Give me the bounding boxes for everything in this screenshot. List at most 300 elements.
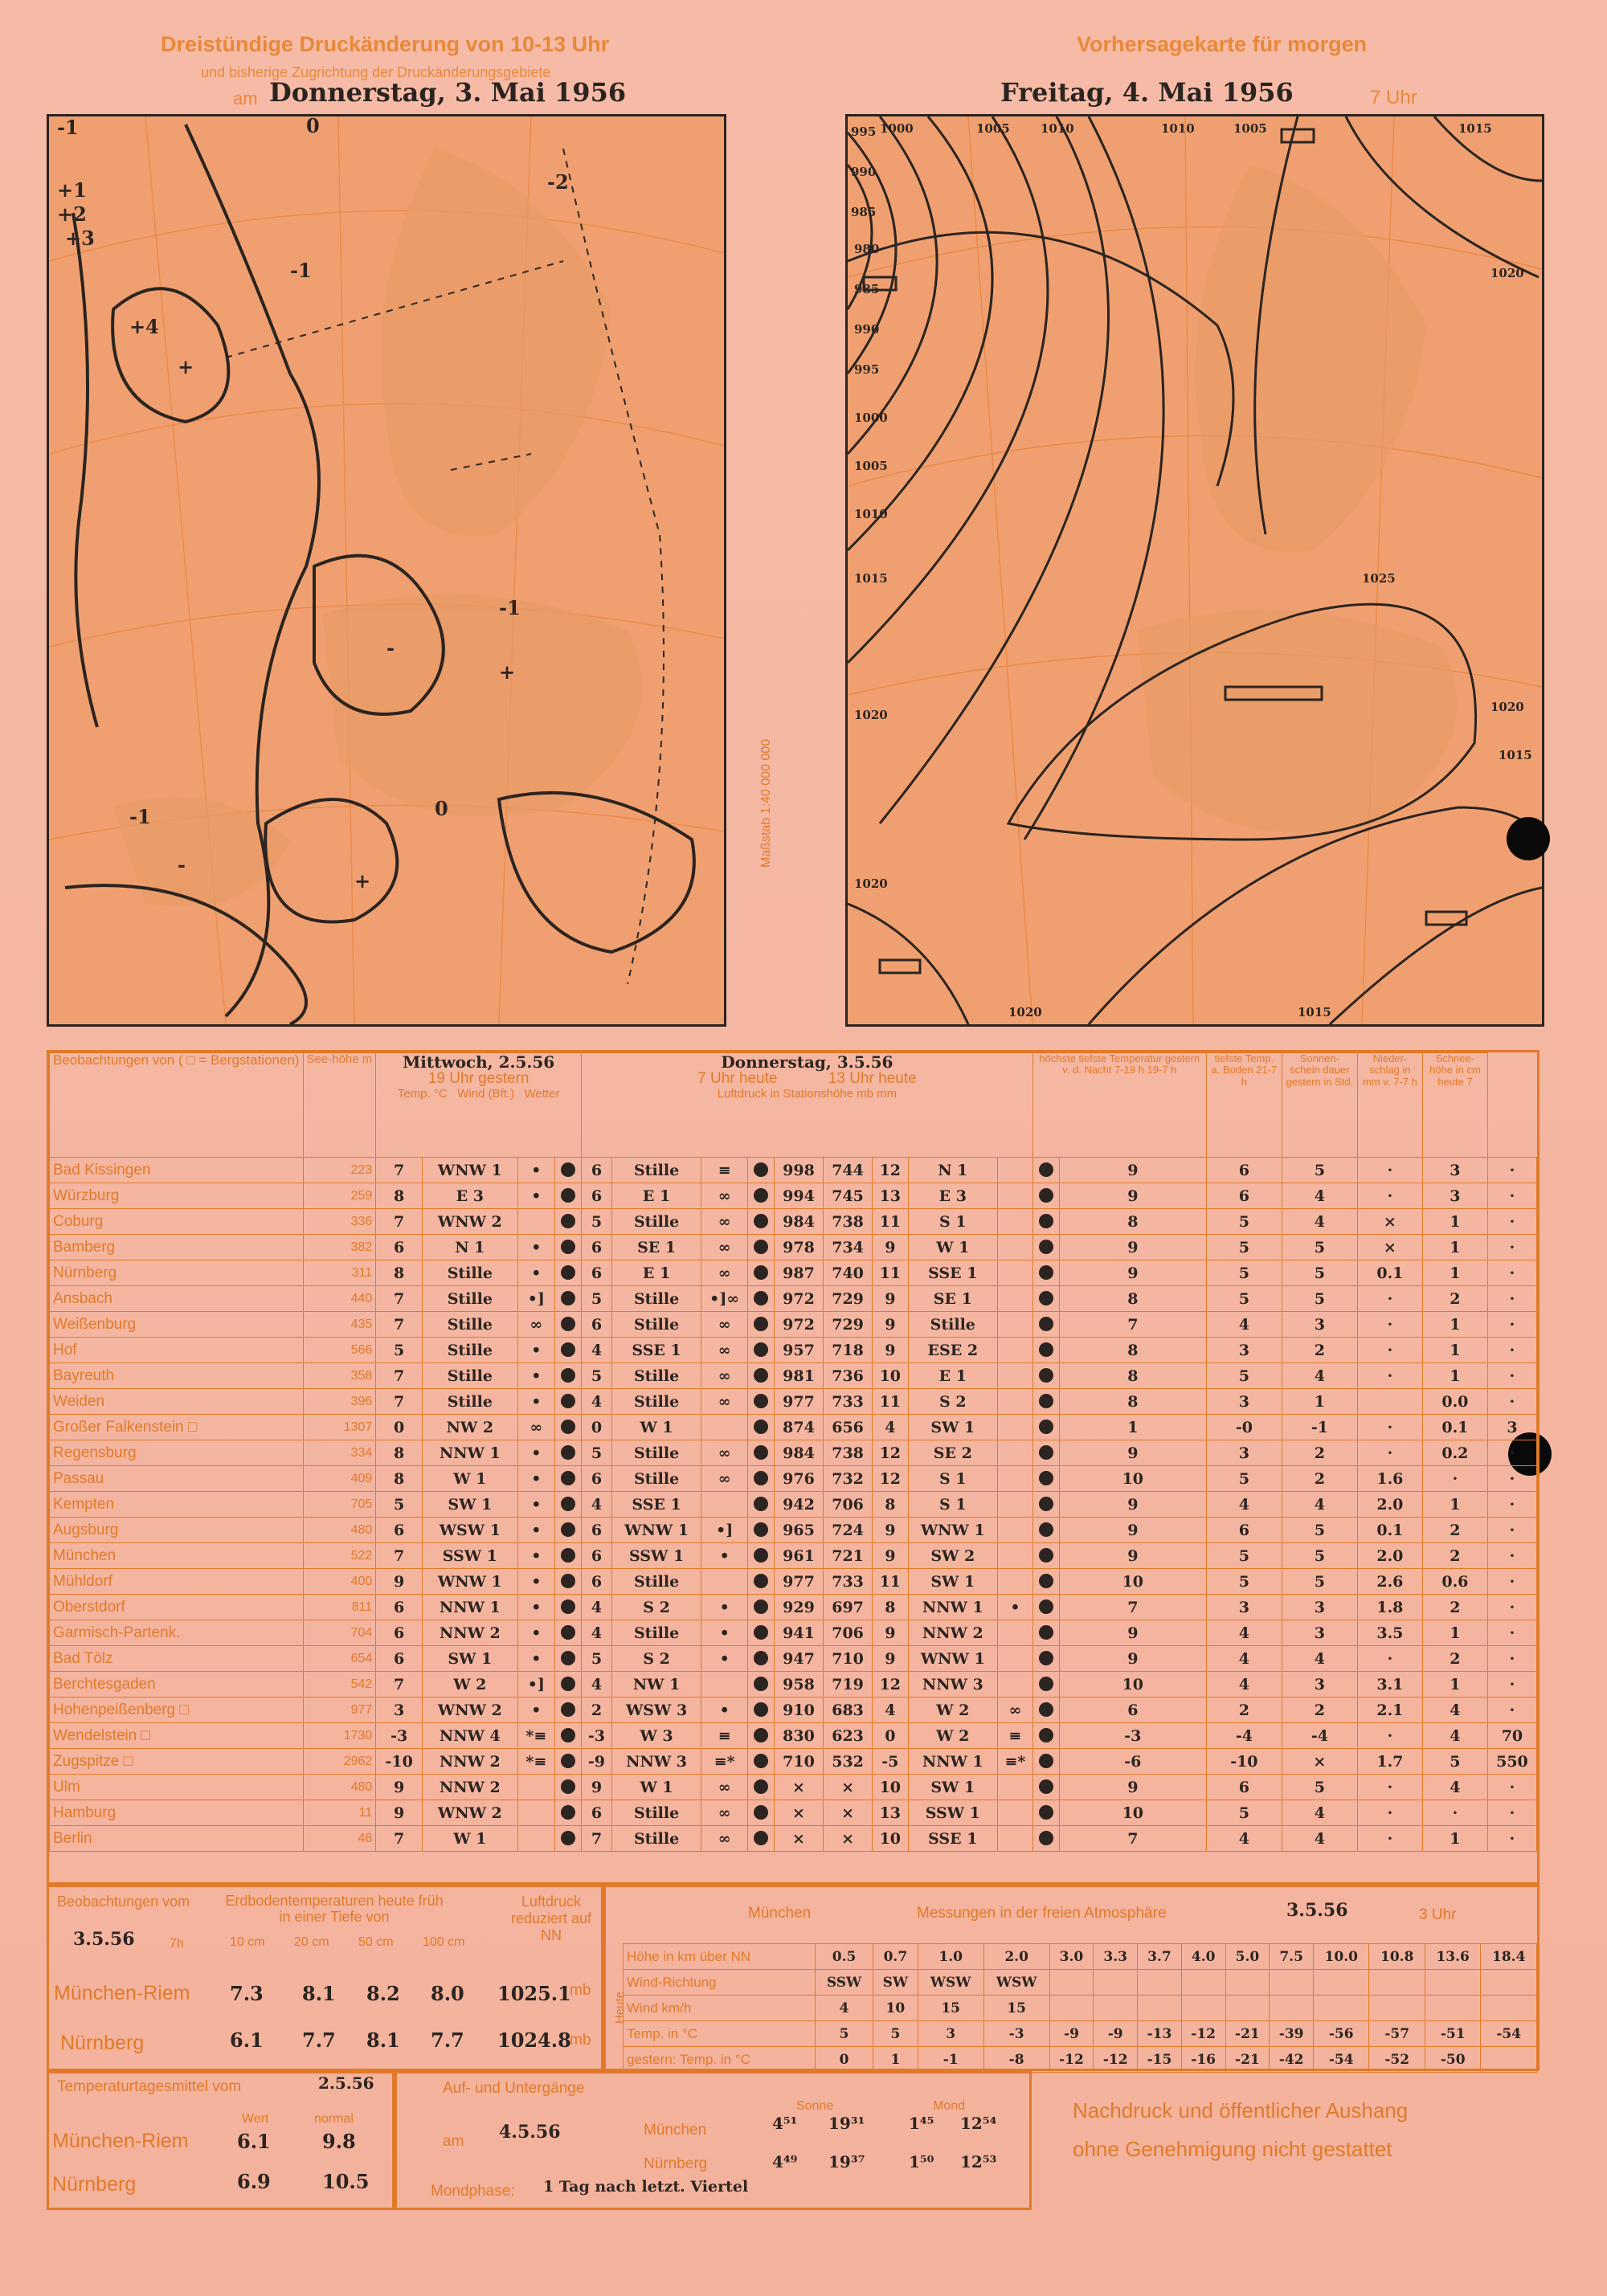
cell-so: 0.1 [1357,1260,1422,1286]
aloft-cell [1369,1996,1425,2021]
cell-sc: · [1487,1466,1536,1492]
day1-sub: 19 Uhr gestern [427,1070,530,1087]
cell-x7: •] [701,1518,748,1543]
aloft-cell [1314,1996,1369,2021]
map-label: +1 [57,178,87,202]
cell-w19: WSW 1 [423,1518,518,1543]
station-height: 435 [303,1312,376,1338]
cell-mb: 942 [774,1492,823,1518]
map-label: + [354,869,371,893]
cell-t13: 9 [873,1518,908,1543]
cell-w7: E 1 [611,1260,701,1286]
aloft-cell: -13 [1138,2021,1182,2047]
col-maxmin: höchste tiefste Temperatur gestern v. d. Nacht 7-19 h 19-7 h [1032,1053,1206,1158]
aloft-place: München [748,1905,812,1922]
sun-station-1: Nürnberg [644,2155,708,2172]
forecast-map [845,114,1544,1027]
weather-dot [1032,1312,1059,1338]
cell-x19 [517,1826,555,1852]
cell-so: 3.1 [1357,1672,1422,1697]
depth-10: 10 cm [230,1935,265,1949]
cell-w7: Stille [611,1466,701,1492]
isallobars [65,125,694,1024]
cell-mm: 623 [824,1723,873,1749]
aloft-cell [1481,2047,1537,2073]
cell-t13: 9 [873,1543,908,1569]
aloft-cell: -21 [1225,2047,1270,2073]
cell-w13: SW 1 [908,1415,997,1440]
cell-w19: SW 1 [423,1646,518,1672]
mond-label: Mond [933,2099,966,2113]
left-map-date: Donnerstag, 3. Mai 1956 [269,77,627,108]
aloft-cell: -52 [1369,2047,1425,2073]
station-name: Garmisch-Partenk. [50,1620,304,1646]
station-name: Berchtesgaden [50,1672,304,1697]
mondphase-label: Mondphase: [431,2183,515,2200]
soil-val: 8.0 [431,1982,464,2005]
cell-x13: • [998,1595,1033,1620]
cell-w7: NW 1 [611,1672,701,1697]
station-height: 542 [303,1672,376,1697]
cell-w7: WSW 3 [611,1697,701,1723]
table-row [50,1466,1537,1492]
cell-tb: 5 [1282,1260,1357,1286]
weather-dot [1032,1595,1059,1620]
weather-dot [1032,1620,1059,1646]
cell-x19: • [517,1518,555,1543]
cell-t7: 6 [582,1183,612,1209]
aloft-cell: -51 [1425,2021,1480,2047]
cell-so: 1.7 [1357,1749,1422,1775]
cell-x7: ∞ [701,1800,748,1826]
cell-x7: ∞ [701,1338,748,1363]
cell-sc: · [1487,1260,1536,1286]
cell-w13: SSW 1 [908,1800,997,1826]
temperature-mean-box [47,2071,397,2210]
weather-dot [747,1800,774,1826]
map-label: -1 [129,805,151,828]
aloft-cell [1270,1996,1314,2021]
soil-val: 6.1 [230,2028,264,2052]
cell-x13 [998,1415,1033,1440]
cell-x19: ∞ [517,1312,555,1338]
cell-t19: 6 [376,1595,423,1620]
cell-x7: ∞ [701,1466,748,1492]
cell-tb: -1 [1282,1415,1357,1440]
cell-mm: 697 [824,1595,873,1620]
cell-ni: · [1422,1800,1487,1826]
cell-w19: Stille [423,1286,518,1312]
cell-w13: Stille [908,1312,997,1338]
cell-mm: 683 [824,1697,873,1723]
cell-mb: 874 [774,1415,823,1440]
station-height: 259 [303,1183,376,1209]
aloft-cell: 10 [873,1996,918,2021]
aloft-cell: -12 [1049,2047,1094,2073]
cell-mb: 710 [774,1749,823,1775]
cell-t19: 9 [376,1775,423,1800]
aloft-cell: 5 [873,2021,918,2047]
weather-dot [747,1338,774,1363]
mean-normal: 9.8 [322,2130,356,2153]
table-row [50,1209,1537,1235]
cell-tmax: 7 [1059,1595,1206,1620]
cell-sc: · [1487,1363,1536,1389]
cell-x19: • [517,1363,555,1389]
cell-mm: 744 [824,1158,873,1183]
aloft-cell: 10.8 [1369,1944,1425,1970]
isobar-label: 995 [851,125,877,139]
moon-down: 12⁵³ [960,2152,997,2171]
aloft-cell: WSW [918,1970,983,1996]
cell-t19: 8 [376,1183,423,1209]
cell-sc: · [1487,1697,1536,1723]
cell-w13: SSE 1 [908,1260,997,1286]
cell-t13: 9 [873,1312,908,1338]
station-name: Regensburg [50,1440,304,1466]
cell-tmax: 9 [1059,1775,1206,1800]
cell-w13: SW 1 [908,1569,997,1595]
weather-dot [1032,1749,1059,1775]
cell-tb: 5 [1282,1569,1357,1595]
cell-x19: *≡ [517,1749,555,1775]
aloft-cell: -9 [1094,2021,1138,2047]
cell-x19: • [517,1466,555,1492]
cell-tmin: 5 [1206,1569,1282,1595]
weather-dot [747,1158,774,1183]
station-height: 311 [303,1260,376,1286]
cell-sc: 3 [1487,1415,1536,1440]
weather-dot [747,1723,774,1749]
cell-tmin: 4 [1206,1492,1282,1518]
cell-w13: W 2 [908,1723,997,1749]
moon-up: 1⁴⁵ [909,2114,934,2133]
depth-20: 20 cm [294,1935,329,1949]
map-label: +4 [129,315,159,338]
cell-w19: Stille [423,1260,518,1286]
cell-tmax: 7 [1059,1312,1206,1338]
cell-w13: SW 1 [908,1775,997,1800]
cell-x7: • [701,1697,748,1723]
cell-x13 [998,1620,1033,1646]
cell-w7: Stille [611,1440,701,1466]
isobar-label: 1005 [854,459,888,473]
cell-x7 [701,1569,748,1595]
table-row [50,1518,1537,1543]
col-sonne: Sonnen-schein dauer gestern in Std. [1282,1053,1357,1158]
cell-tmax: 8 [1059,1338,1206,1363]
cell-sc: · [1487,1569,1536,1595]
weather-dot [1032,1466,1059,1492]
aloft-cell: 3.0 [1049,1944,1094,1970]
map-label: -1 [499,596,521,619]
isobar-label: 1000 [854,411,888,425]
cell-ni: 1 [1422,1826,1487,1852]
cell-tmin: 5 [1206,1209,1282,1235]
aloft-row-label: gestern: Temp. in °C [624,2047,816,2073]
aloft-cell: 13.6 [1425,1944,1480,1970]
cell-sc: · [1487,1646,1536,1672]
cell-x13 [998,1569,1033,1595]
cell-ni: 4 [1422,1775,1487,1800]
cell-w13: NNW 1 [908,1595,997,1620]
cell-w19: Stille [423,1312,518,1338]
cell-mb: 987 [774,1260,823,1286]
col-day1: Mittwoch, 2.5.56 19 Uhr gestern Temp. °C Wind (Bft.) Wetter [376,1053,582,1158]
station-name: Ulm [50,1775,304,1800]
station-height: 409 [303,1466,376,1492]
aloft-heute: Heute [613,1991,627,2024]
isobar-label: 1025 [1362,571,1396,586]
cell-ni: 1 [1422,1235,1487,1260]
cell-t19: 7 [376,1543,423,1569]
cell-tb: 4 [1282,1363,1357,1389]
cell-tb: 4 [1282,1183,1357,1209]
station-height: 400 [303,1569,376,1595]
isobar-label: 1010 [1161,121,1195,136]
observations-body [50,1158,1537,1852]
cell-t7: 6 [582,1158,612,1183]
sun-up: 4⁴⁹ [772,2152,798,2171]
aloft-cell: -42 [1270,2047,1314,2073]
aloft-cell: -54 [1481,2021,1537,2047]
weather-dot [555,1518,582,1543]
cell-tb: 4 [1282,1209,1357,1235]
cell-t19: 8 [376,1466,423,1492]
cell-tb: 3 [1282,1595,1357,1620]
cell-t13: 9 [873,1620,908,1646]
cell-ni: 1 [1422,1363,1487,1389]
mondphase-value: 1 Tag nach letzt. Viertel [543,2178,749,2196]
aloft-cell: 3.3 [1094,1944,1138,1970]
station-height: 336 [303,1209,376,1235]
aloft-cell [1181,1996,1225,2021]
cell-so: · [1357,1646,1422,1672]
cell-tmax: 8 [1059,1286,1206,1312]
cell-w13: E 1 [908,1363,997,1389]
cell-t19: 3 [376,1697,423,1723]
cell-x7: •]∞ [701,1286,748,1312]
cell-tmax: 8 [1059,1363,1206,1389]
aloft-cell [1425,1996,1480,2021]
cell-mb: 961 [774,1543,823,1569]
cell-tb: 4 [1282,1492,1357,1518]
cell-x19: • [517,1697,555,1723]
aloft-cell [1049,1996,1094,2021]
cell-tb: 2 [1282,1338,1357,1363]
cell-w19: WNW 1 [423,1569,518,1595]
pressure-change-map-svg [49,116,724,1024]
aloft-cell: SW [873,1970,918,1996]
mean-normal: 10.5 [322,2170,370,2193]
cell-w19: WNW 2 [423,1697,518,1723]
isobar-label: 980 [854,242,880,256]
aloft-cell: -57 [1369,2021,1425,2047]
right-map-title: Vorhersagekarte für morgen [1077,32,1368,56]
station-name: Oberstdorf [50,1595,304,1620]
aloft-row [624,2021,1537,2047]
cell-t13: 12 [873,1440,908,1466]
cell-tmax: 10 [1059,1569,1206,1595]
map-label: -2 [547,170,569,194]
weather-dot [555,1312,582,1338]
weather-dot [555,1569,582,1595]
table-row [50,1620,1537,1646]
weather-dot [555,1235,582,1260]
cell-tmax: 9 [1059,1543,1206,1569]
weather-dot [1032,1260,1059,1286]
cell-w19: Stille [423,1363,518,1389]
col-nieder: Nieder-schlag in mm v. 7-7 h [1357,1053,1422,1158]
cell-t7: 0 [582,1415,612,1440]
isobar-label: 985 [854,282,880,296]
cell-so: · [1357,1363,1422,1389]
weather-dot [747,1286,774,1312]
cell-x13 [998,1286,1033,1312]
cell-x13 [998,1389,1033,1415]
cell-x13 [998,1646,1033,1672]
cell-t7: 7 [582,1826,612,1852]
cell-tmax: 9 [1059,1646,1206,1672]
cell-tmin: 4 [1206,1646,1282,1672]
aloft-cell: 4.0 [1181,1944,1225,1970]
cell-w19: W 1 [423,1826,518,1852]
table-row [50,1543,1537,1569]
aloft-cell: -16 [1181,2047,1225,2073]
cell-ni: 1 [1422,1672,1487,1697]
station-height: 223 [303,1158,376,1183]
cell-w13: N 1 [908,1158,997,1183]
cell-t7: 4 [582,1620,612,1646]
cell-sc: · [1487,1440,1536,1466]
cell-w19: WNW 2 [423,1800,518,1826]
weather-dot [555,1800,582,1826]
isobar-label: 1010 [854,507,888,521]
cell-mb: 976 [774,1466,823,1492]
cell-mm: 718 [824,1338,873,1363]
soil-obs-time: 7h [170,1937,184,1951]
cell-tmin: 6 [1206,1775,1282,1800]
soil-pressure: 1025.1 [497,1982,571,2005]
cell-t7: 4 [582,1338,612,1363]
cell-tmin: 6 [1206,1518,1282,1543]
cell-t13: 0 [873,1723,908,1749]
cell-ni: 1 [1422,1260,1487,1286]
cell-tb: 2 [1282,1466,1357,1492]
cell-x7: ∞ [701,1363,748,1389]
cell-w13: W 2 [908,1697,997,1723]
weather-dot [1032,1363,1059,1389]
cell-mm: 706 [824,1620,873,1646]
station-height: 811 [303,1595,376,1620]
cell-x13 [998,1800,1033,1826]
soil-pressure-label: Luftdruck reduziert auf NN [510,1894,592,1943]
table-row [50,1749,1537,1775]
cell-x13 [998,1672,1033,1697]
cell-x19: • [517,1389,555,1415]
station-name: Ansbach [50,1286,304,1312]
cell-t19: 6 [376,1646,423,1672]
weather-dot [747,1209,774,1235]
cell-ni: 0.2 [1422,1440,1487,1466]
mean-wert-label: Wert [242,2112,269,2126]
weather-dot [747,1775,774,1800]
cell-so: · [1357,1338,1422,1363]
cell-tb: -4 [1282,1723,1357,1749]
soil-temperature-box [47,1885,606,2071]
cell-t13: 13 [873,1800,908,1826]
weather-dot [555,1286,582,1312]
cell-tb: 4 [1282,1646,1357,1672]
aloft-row [624,1944,1537,1970]
cell-mm: 740 [824,1260,873,1286]
cell-t19: 7 [376,1286,423,1312]
moon-up: 1⁵⁰ [909,2152,934,2171]
aloft-cell: -8 [983,2047,1049,2073]
soil-val: 8.1 [366,2028,400,2052]
cell-x7: ∞ [701,1312,748,1338]
graticule [848,116,1542,1024]
cell-mb: 977 [774,1569,823,1595]
mean-station-1: Nürnberg [52,2173,137,2196]
cell-ni: 0.1 [1422,1415,1487,1440]
cell-tmin: 5 [1206,1466,1282,1492]
cell-t13: 4 [873,1415,908,1440]
cell-t19: 7 [376,1363,423,1389]
cell-t19: -10 [376,1749,423,1775]
cell-w19: N 1 [423,1235,518,1260]
sun-down: 19³⁷ [828,2152,865,2171]
cell-so: 2.6 [1357,1569,1422,1595]
cell-w13: S 1 [908,1209,997,1235]
table-row [50,1775,1537,1800]
station-height: 566 [303,1338,376,1363]
cell-so: · [1357,1286,1422,1312]
cell-ni: 0.0 [1422,1389,1487,1415]
isobar-label: 1020 [1008,1005,1042,1019]
aloft-cell [1425,1970,1480,1996]
cell-so [1357,1389,1422,1415]
station-height: 1307 [303,1415,376,1440]
cell-x7 [701,1672,748,1697]
weather-dot [747,1749,774,1775]
map-label: +2 [57,202,87,226]
cell-x7: ∞ [701,1440,748,1466]
mean-wert: 6.1 [237,2130,271,2153]
aloft-row [624,1996,1537,2021]
cell-mm: 729 [824,1286,873,1312]
map-label: -1 [290,259,312,282]
table-row [50,1595,1537,1620]
cell-mb: 929 [774,1595,823,1620]
cell-t19: 9 [376,1800,423,1826]
station-height: 440 [303,1286,376,1312]
cell-w13: WNW 1 [908,1518,997,1543]
cell-so: × [1357,1235,1422,1260]
cell-w13: ESE 2 [908,1338,997,1363]
cell-so: · [1357,1800,1422,1826]
station-name: Weiden [50,1389,304,1415]
aloft-cell: -3 [983,2021,1049,2047]
cell-ni: · [1422,1466,1487,1492]
aloft-cell: 3 [918,2021,983,2047]
cell-ni: 1 [1422,1312,1487,1338]
isobar-label: 1015 [1458,121,1492,136]
cell-mb: 994 [774,1183,823,1209]
col-station: Beobachtungen von ( □ = Bergstationen) [50,1053,304,1158]
cell-tb: 5 [1282,1235,1357,1260]
cell-x13 [998,1235,1033,1260]
